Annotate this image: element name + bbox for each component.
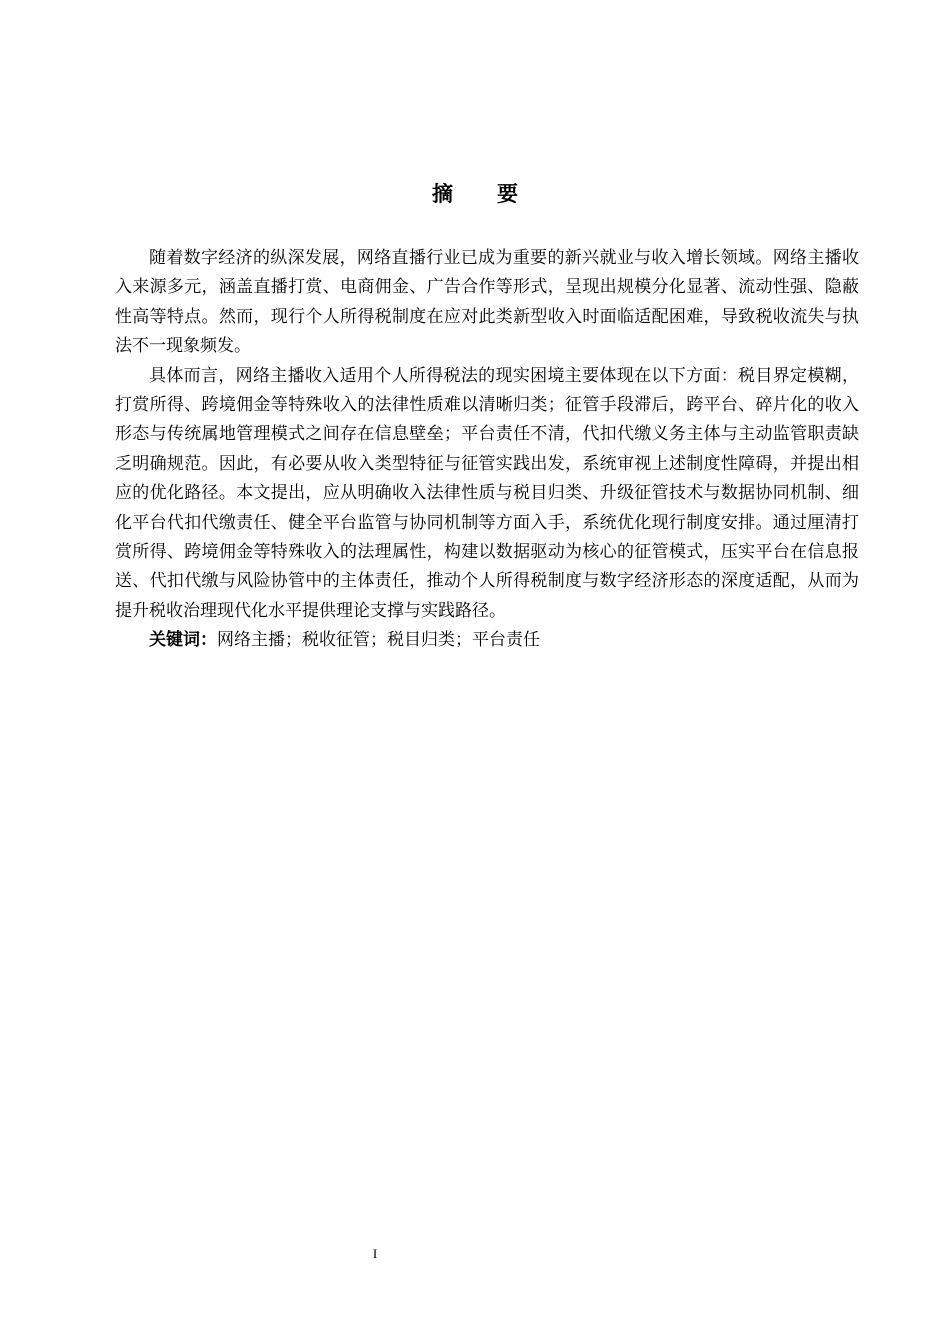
keywords-text: 网络主播；税收征管；税目归类；平台责任 <box>217 630 540 651</box>
abstract-title: 摘要 <box>432 182 562 206</box>
abstract-body <box>115 244 859 656</box>
abstract-paragraph-1: 随着数字经济的纵深发展，网络直播行业已成为重要的新兴就业与收入增长领域。网络主播收入来源多元，涵盖直播打赏、电商佣金、广告合作等形式，呈现出规模分化显著、流动性强、隐蔽性高等特点。然而，现行个人所得税制度在应对此类新型收入时面临适配困难，导致税收流失与执法不一现象频发。 <box>115 248 859 357</box>
keywords-label: 关键词： <box>149 630 217 651</box>
abstract-paragraph-2: 具体而言，网络主播收入适用个人所得税法的现实困境主要体现在以下方面：税目界定模糊，打赏所得、跨境佣金等特殊收入的法律性质难以清晰归类；征管手段滞后，跨平台、碎片化的收入形态与传统属地管理模式之间存在信息壁垒；平台责任不清，代扣代缴义务主体与主动监管职责缺乏明确规范。因此，有必要从收入类型特征与征管实践出发，系统审视上述制度性障碍，并提出相应的优化路径。本文提出，应从明确收入法律性质与税目归类、升级征管技术与数据协同机制、细化平台代扣代缴责任、健全平台监管与协同机制等方面入手，系统优化现行制度安排。通过厘清打赏所得、跨境佣金等特殊收入的法理属性，构建以数据驱动为核心的征管模式，压实平台在信息报送、代扣代缴与风险协管中的主体责任，推动个人所得税制度与数字经济形态的深度适配，从而为提升税收治理现代化水平提供理论支撑与实践路径。 <box>115 365 859 621</box>
page-number: I <box>372 1246 378 1261</box>
keywords-line <box>115 626 859 655</box>
